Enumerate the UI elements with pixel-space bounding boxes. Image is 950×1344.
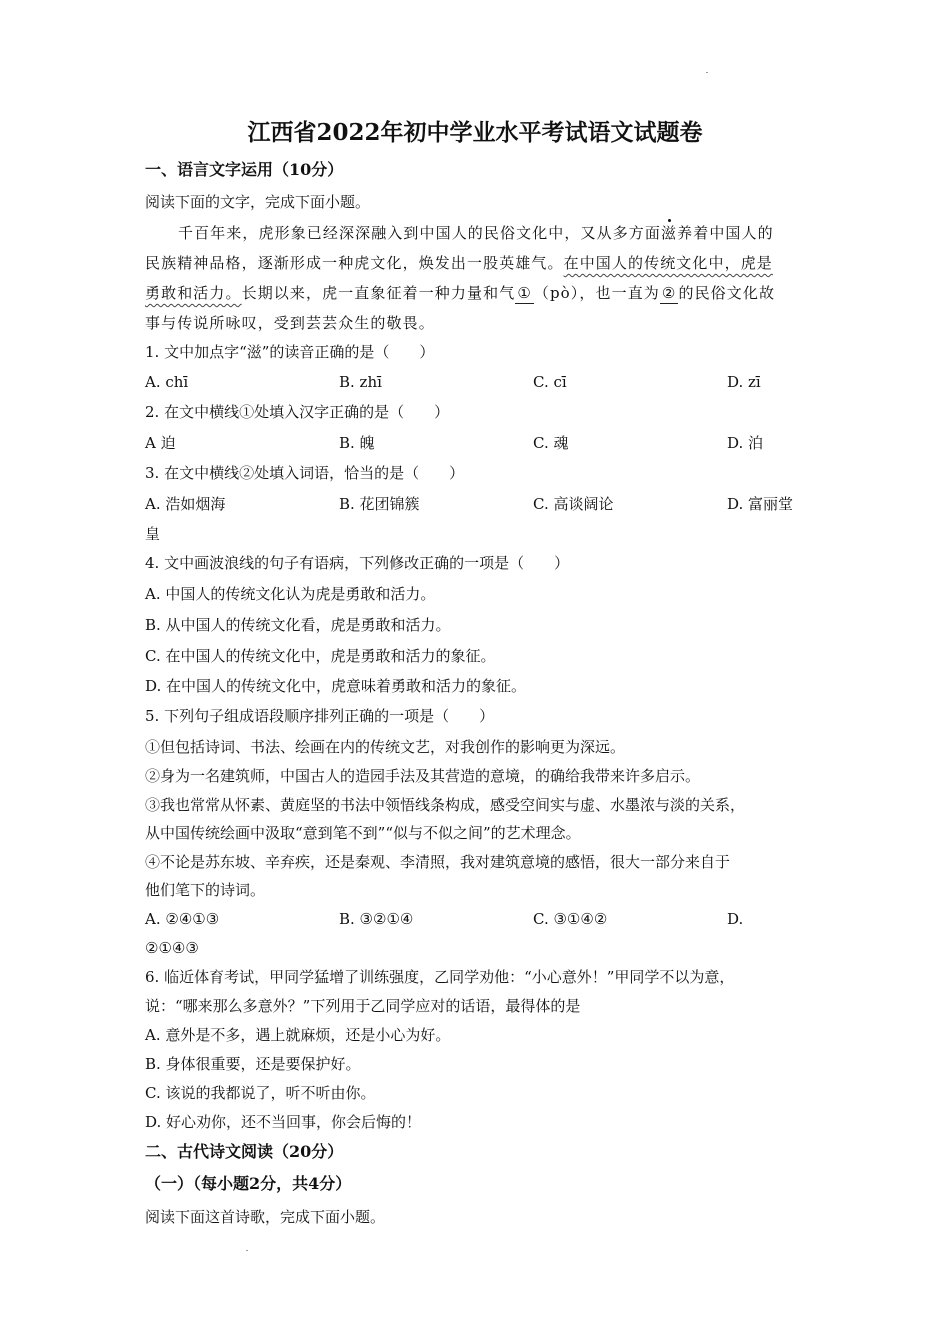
q4-option-d[interactable]: D. 在中国人的传统文化中，虎意味着勇敢和活力的象征。 [145,677,527,695]
q2-option-a[interactable]: A 迫 [145,434,176,452]
passage-text: 千百年来，虎形象已经深深融入到中国人的民俗文化中，又从多方面 [178,224,662,242]
question-5-stem: 5. 下列句子组成语段顺序排列正确的一项是（ ） [145,707,495,725]
passage-line-1 [178,223,774,243]
q5-sentence-2: ②身为一名建筑师，中国古人的造园手法及其营造的意境，的确给我带来许多启示。 [145,767,701,785]
section1-intro: 阅读下面的文字，完成下面小题。 [145,193,371,211]
blank-2: ② [661,284,677,302]
question-1-stem: 1. 文中加点字“滋”的读音正确的是（ ） [145,343,435,361]
q1-option-b[interactable]: B. zhī [339,373,382,391]
q4-option-c[interactable]: C. 在中国人的传统文化中，虎是勇敢和活力的象征。 [145,647,496,665]
wavy-underlined-sentence: 在中国人的传统文化中，虎是 [563,254,773,272]
q5-option-d-wrap: ②①④③ [145,939,199,957]
q5-sentence-3: ③我也常常从怀素、黄庭坚的书法中领悟线条构成，感受空间实与虚、水墨浓与淡的关系， [145,796,746,814]
question-4-stem: 4. 文中画波浪线的句子有语病，下列修改正确的一项是（ ） [145,554,570,572]
passage-line-3 [145,283,775,304]
q6-option-a[interactable]: A. 意外是不多，遇上就麻烦，还是小心为好。 [145,1026,451,1044]
q6-option-b[interactable]: B. 身体很重要，还是要保护好。 [145,1055,361,1073]
dotted-character: 滋 [661,224,678,242]
q5-sentence-1: ①但包括诗词、书法、绘画在内的传统文艺，对我创作的影响更为深远。 [145,738,626,756]
wavy-underlined-sentence: 勇敢和活力。 [145,284,242,302]
q1-option-d[interactable]: D. zī [727,373,761,391]
page-title: 江西省2022年初中学业水平考试语文试题卷 [247,119,703,146]
passage-line-2 [145,253,773,273]
passage-text: 的民俗文化故 [678,284,776,302]
q5-option-a[interactable]: A. ②④①③ [145,910,220,928]
q4-option-a[interactable]: A. 中国人的传统文化认为虎是勇敢和活力。 [145,585,436,603]
q3-option-d-wrap: 皇 [145,525,161,543]
passage-text: 民族精神品格，逐渐形成一种虎文化，焕发出一股英雄气。 [145,254,564,272]
passage-text: 长期以来，虎一直象征着一种力量和气 [241,284,516,302]
passage-line-4: 事与传说所咏叹，受到芸芸众生的敬畏。 [145,314,435,332]
q3-option-b[interactable]: B. 花团锦簇 [339,495,420,513]
q5-sentence-4: ④不论是苏东坡、辛弃疾，还是秦观、李清照，我对建筑意境的感悟，很大一部分来自于 [145,853,731,871]
scan-mark [706,72,708,73]
q1-option-c[interactable]: C. cī [533,373,567,391]
q3-option-d[interactable]: D. 富丽堂 [727,495,794,513]
section2-subheading: （一）（每小题2分，共4分） [145,1174,352,1193]
passage-text: 养着中国人的 [677,224,774,242]
q5-sentence-3-cont: 从中国传统绘画中汲取“意到笔不到”“似与不似之间”的艺术理念。 [145,824,581,842]
q2-option-d[interactable]: D. 泊 [727,434,764,452]
question-3-stem: 3. 在文中横线②处填入词语，恰当的是（ ） [145,464,465,482]
question-6-stem: 6. 临近体育考试，甲同学猛增了训练强度，乙同学劝他：“小心意外！”甲同学不以为意， [145,968,735,986]
passage-text: （pò），也一直为 [533,284,660,302]
q5-option-d[interactable]: D. [727,910,744,928]
q4-option-b[interactable]: B. 从中国人的传统文化看，虎是勇敢和活力。 [145,616,451,634]
section2-intro: 阅读下面这首诗歌，完成下面小题。 [145,1208,386,1226]
q1-option-a[interactable]: A. chī [145,373,189,391]
blank-1: ① [517,284,532,302]
question-2-stem: 2. 在文中横线①处填入汉字正确的是（ ） [145,403,450,421]
q6-option-d[interactable]: D. 好心劝你，还不当回事，你会后悔的！ [145,1113,422,1131]
question-6-stem-cont: 说：“哪来那么多意外？”下列用于乙同学应对的话语，最得体的是 [145,997,581,1015]
q3-option-a[interactable]: A. 浩如烟海 [145,495,226,513]
scan-mark [246,1250,248,1251]
q2-option-b[interactable]: B. 魄 [339,434,375,452]
section1-heading: 一、语言文字运用（10分） [145,160,344,179]
q2-option-c[interactable]: C. 魂 [533,434,569,452]
q5-sentence-4-cont: 他们笔下的诗词。 [145,881,266,899]
q6-option-c[interactable]: C. 该说的我都说了，听不听由你。 [145,1084,376,1102]
q3-option-c[interactable]: C. 高谈阔论 [533,495,614,513]
section2-heading: 二、古代诗文阅读（20分） [145,1142,344,1161]
q5-option-c[interactable]: C. ③①④② [533,910,608,928]
q5-option-b[interactable]: B. ③②①④ [339,910,414,928]
